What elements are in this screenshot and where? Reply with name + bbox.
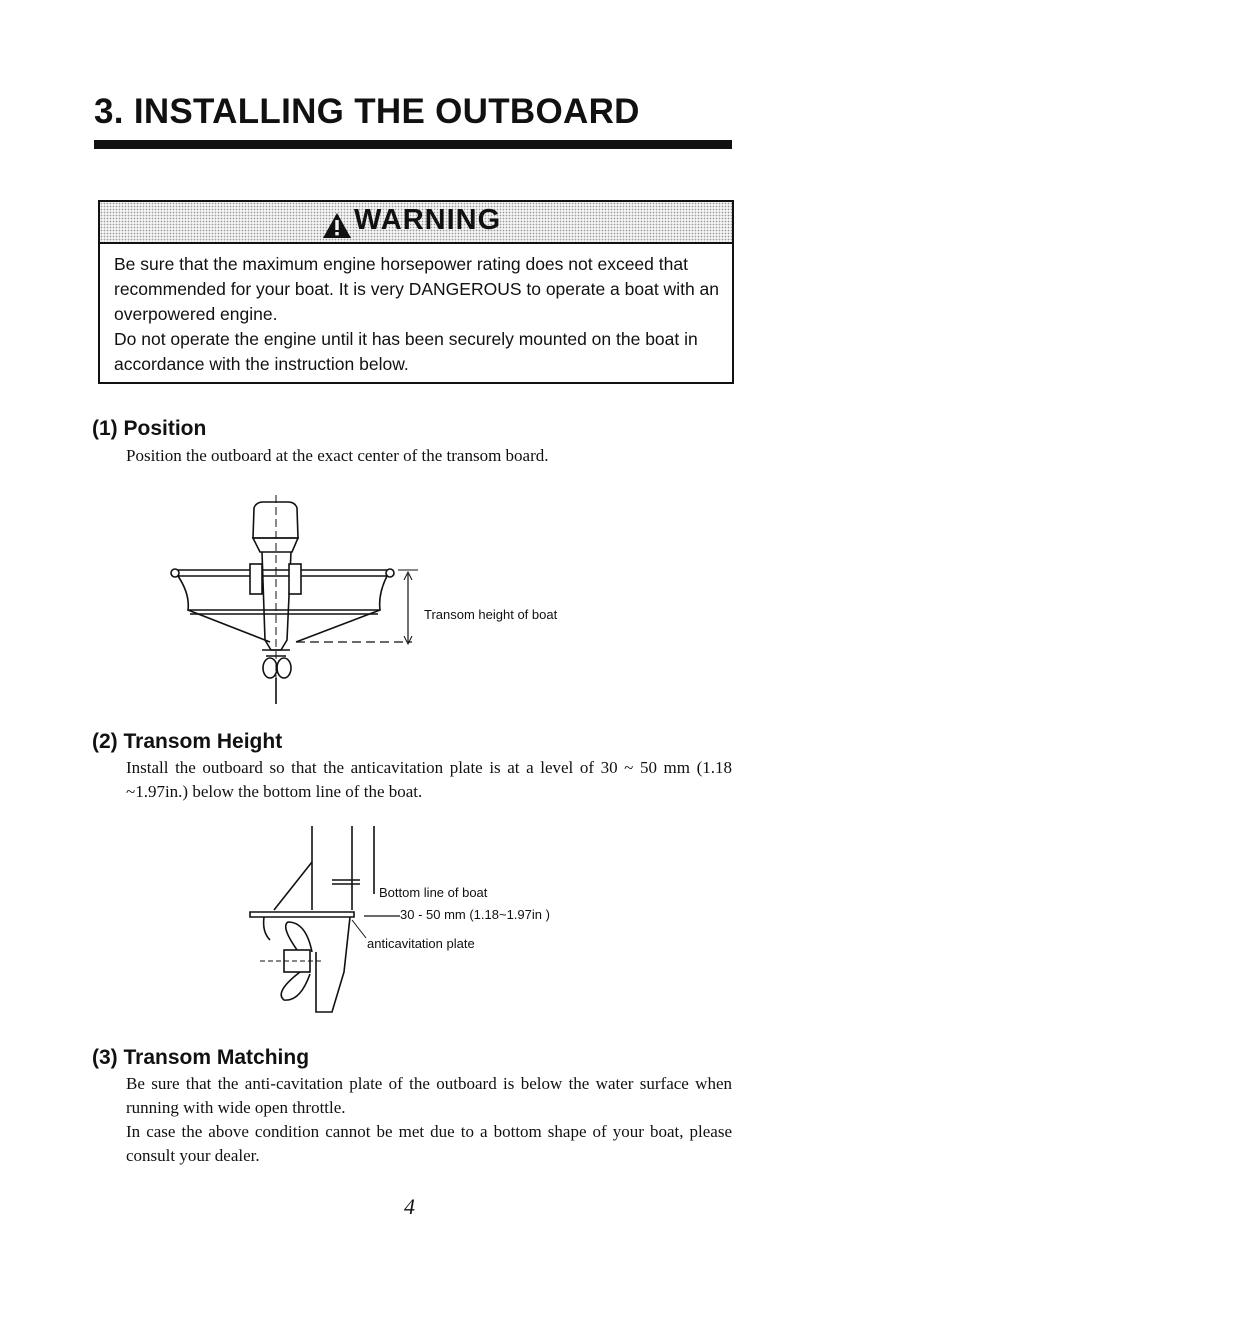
warning-title-text: WARNING [354,204,502,236]
label-bottom-line: Bottom line of boat [379,885,488,900]
warning-body [114,252,734,377]
warning-header [100,202,732,244]
title-rule [94,140,732,149]
section-paragraph: Be sure that the anti-cavitation plate of the outboard is below the water surface when running with wide open throttle. [126,1074,732,1117]
section-body-position [126,444,732,468]
section-paragraph: Position the outboard at the exact center of the transom board. [126,446,549,465]
label-transom-height: Transom height of boat [424,607,558,622]
warning-box [98,200,734,384]
section-body-transom-matching [126,1072,732,1168]
section-heading-transom-matching: (3) Transom Matching [92,1046,310,1069]
section-heading-transom-height: (2) Transom Height [92,730,283,753]
section-paragraph: In case the above condition cannot be met due to a bottom shape of your boat, please consult your dealer. [126,1122,732,1165]
transom-height-diagram [240,822,400,1022]
page-number: 4 [404,1194,415,1219]
warning-paragraph: Be sure that the maximum engine horsepower rating does not exceed that recommended for your boat. It is very DANGEROUS to operate a boat with an overpowered engine. [114,254,719,324]
page-title: 3. INSTALLING THE OUTBOARD [94,92,640,131]
warning-paragraph: Do not operate the engine until it has been securely mounted on the boat in accordance with the instruction below. [114,329,698,374]
label-anticavitation-plate: anticavitation plate [367,936,475,951]
label-range: 30 - 50 mm (1.18~1.97in ) [400,907,550,922]
position-diagram [150,490,450,710]
warning-triangle-icon [322,212,352,239]
section-heading-position: (1) Position [92,417,207,440]
section-paragraph: Install the outboard so that the anticavitation plate is at a level of 30 ~ 50 mm (1.18 ~1.97in.) below the bottom line of the boat. [126,758,732,801]
section-body-transom-height [126,756,732,804]
